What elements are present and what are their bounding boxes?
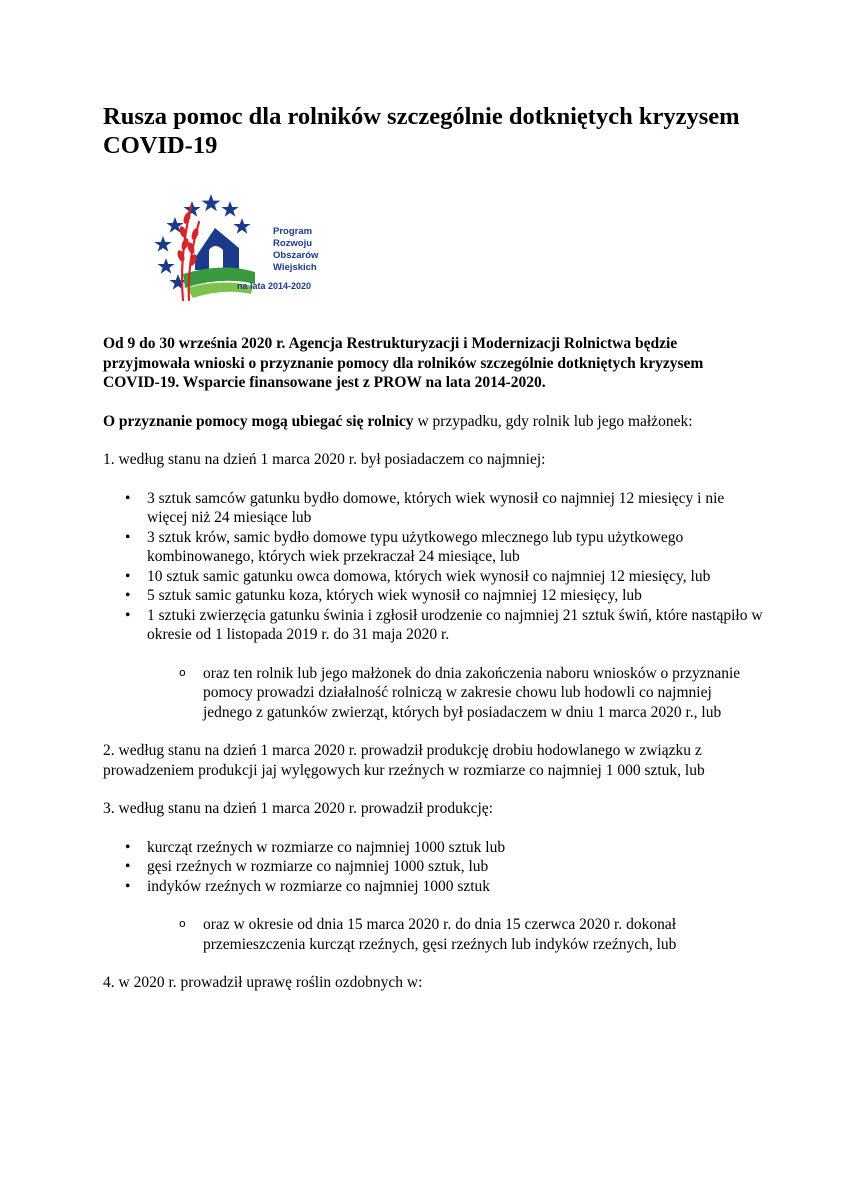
list-item: • 3 sztuk samców gatunku bydło domowe, których wiek wynosił co najmniej 12 miesięcy i nie więcej niż 24 miesiące lub	[147, 489, 763, 528]
logo-line: Program	[273, 226, 313, 237]
section-1-sublist	[103, 664, 763, 723]
list-item: • 1 sztuki zwierzęcia gatunku świnia i zgłosił urodzenie co najmniej 21 sztuk świń, które nastąpiło w okresie od 1 listopada 2019 r. do 31 maja 2020 r.	[147, 606, 763, 645]
section-3-sublist	[103, 915, 763, 954]
logo-line: Wiejskich	[273, 262, 317, 273]
list-item: • 3 sztuk krów, samic bydło domowe typu użytkowego mlecznego lub typu użytkowego kombinowanego, których wiek przekraczał 24 miesiące, lub	[147, 528, 763, 567]
section-3-heading: 3. według stanu na dzień 1 marca 2020 r. prowadził produkcję:	[103, 800, 493, 817]
section-3-list	[103, 838, 763, 897]
list-item: • gęsi rzeźnych w rozmiarze co najmniej 1000 sztuk, lub	[147, 857, 763, 877]
sub-list-item: o oraz ten rolnik lub jego małżonek do dnia zakończenia naboru wniosków o przyznanie pomocy prowadzi działalność rolniczą w zakresie chowu lub hodowli co najmniej jednego z gatunków zwierząt, których był posiadaczem w dniu 1 marca 2020 r., lub	[203, 664, 763, 723]
list-item: • 10 sztuk samic gatunku owca domowa, których wiek wynosił co najmniej 12 miesięcy, lub	[147, 567, 763, 587]
eligibility-rest: w przypadku, gdy rolnik lub jego małżonek:	[413, 412, 693, 430]
document-page	[103, 102, 763, 993]
section-1-list	[103, 489, 763, 645]
section-4-heading: 4. w 2020 r. prowadził uprawę roślin ozdobnych w:	[103, 974, 423, 991]
intro-paragraph: Od 9 do 30 września 2020 r. Agencja Restrukturyzacji i Modernizacji Rolnictwa będzie przyjmowała wnioski o przyznanie pomocy dla rolników szczególnie dotkniętych kryzysem COVID-19. Wsparcie finansowane jest z PROW na lata 2014-2020.	[103, 335, 704, 391]
section-1-heading: 1. według stanu na dzień 1 marca 2020 r. był posiadaczem co najmniej:	[103, 451, 546, 468]
section-2-heading: 2. według stanu na dzień 1 marca 2020 r. prowadził produkcję drobiu hodowlanego w związku z prowadzeniem produkcji jaj wylęgowych kur rzeźnych w rozmiarze co najmniej 1 000 sztuk, lub	[103, 742, 705, 779]
sub-list-item: o oraz w okresie od dnia 15 marca 2020 r. do dnia 15 czerwca 2020 r. dokonał przemieszczenia kurcząt rzeźnych, gęsi rzeźnych lub indyków rzeźnych, lub	[203, 915, 763, 954]
logo-line: Obszarów	[273, 250, 319, 261]
logo-line: Rozwoju	[273, 238, 313, 249]
logo-years: na lata 2014-2020	[237, 281, 312, 291]
eligibility-bold: O przyznanie pomocy mogą ubiegać się rolnicy	[103, 412, 414, 430]
logo-text	[273, 226, 318, 274]
list-item: • 5 sztuk samic gatunku koza, których wiek wynosił co najmniej 12 miesięcy, lub	[147, 586, 763, 606]
eligibility-paragraph	[103, 412, 763, 432]
page-title: Rusza pomoc dla rolników szczególnie dotkniętych kryzysem COVID-19	[103, 103, 740, 159]
prow-logo	[133, 188, 333, 306]
list-item: • indyków rzeźnych w rozmiarze co najmniej 1000 sztuk	[147, 877, 763, 897]
list-item: • kurcząt rzeźnych w rozmiarze co najmniej 1000 sztuk lub	[147, 838, 763, 858]
